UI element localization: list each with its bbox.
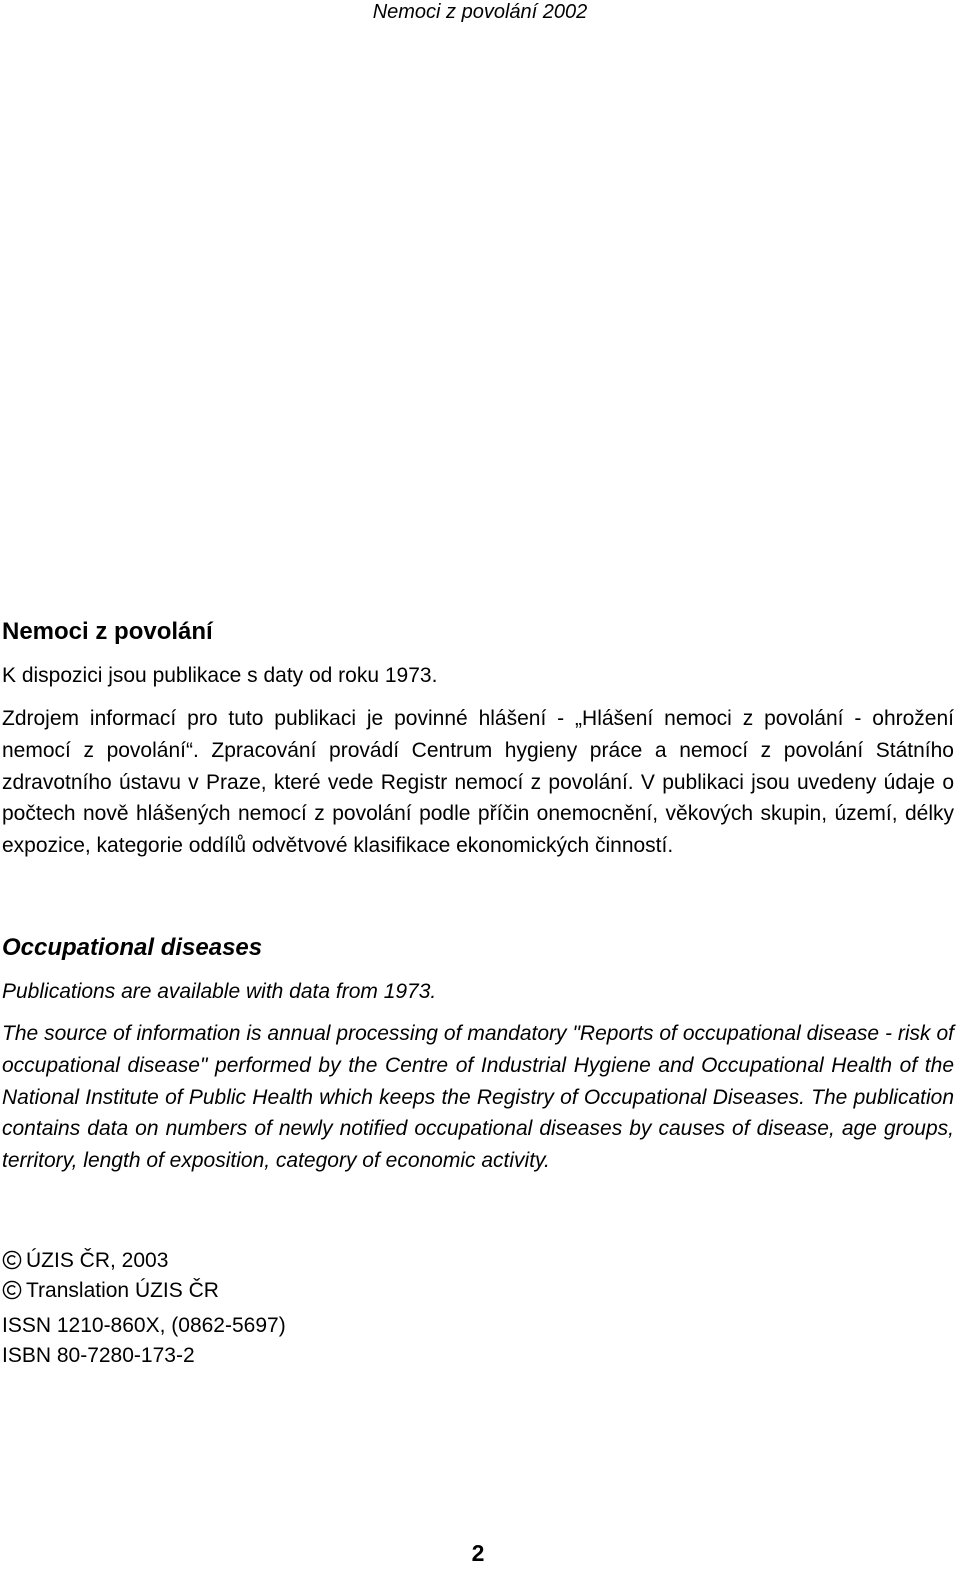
english-section-title: Occupational diseases xyxy=(2,934,263,961)
isbn-line: ISBN 80-7280-173-2 xyxy=(2,1344,195,1367)
copyright-icon xyxy=(2,1250,22,1270)
translation-copyright-line xyxy=(2,1277,219,1305)
english-description-paragraph: The source of information is annual processing of mandatory "Reports of occupational disease - risk of occupational disease" performed by the Centre of Industrial Hygiene and Occupational Health of the National Institute of Public Health which keeps the Registry of Occupational Diseases. The publication contains data on numbers of newly notified occupational diseases by causes of disease, age groups, territory, length of exposition, category of economic activity. xyxy=(2,1022,954,1173)
copyright-line xyxy=(2,1247,168,1275)
translation-copyright-text: Translation ÚZIS ČR xyxy=(26,1279,219,1302)
czech-section-title: Nemoci z povolání xyxy=(2,618,213,645)
czech-availability-text: K dispozici jsou publikace s daty od roku 1973. xyxy=(2,664,438,687)
issn-line: ISSN 1210-860X, (0862-5697) xyxy=(2,1314,286,1337)
english-availability-text: Publications are available with data from 1973. xyxy=(2,980,437,1003)
page-number: 2 xyxy=(471,1540,485,1566)
running-header: Nemoci z povolání 2002 xyxy=(372,1,588,23)
copyright-icon xyxy=(2,1280,22,1300)
czech-description-paragraph: Zdrojem informací pro tuto publikaci je povinné hlášení - „Hlášení nemoci z povolání - ohrožení nemocí z povolání“. Zpracování provádí Centrum hygieny práce a nemocí z povolání Státního zdravotního ústavu v Praze, které vede Registr nemocí z povolání. V publikaci jsou uvedeny údaje o počtech nově hlášených nemocí z povolání podle příčin onemocnění, věkových skupin, území, délky expozice, kategorie oddílů odvětvové klasifikace ekonomických činností. xyxy=(2,707,954,858)
copyright-text: ÚZIS ČR, 2003 xyxy=(26,1249,169,1272)
